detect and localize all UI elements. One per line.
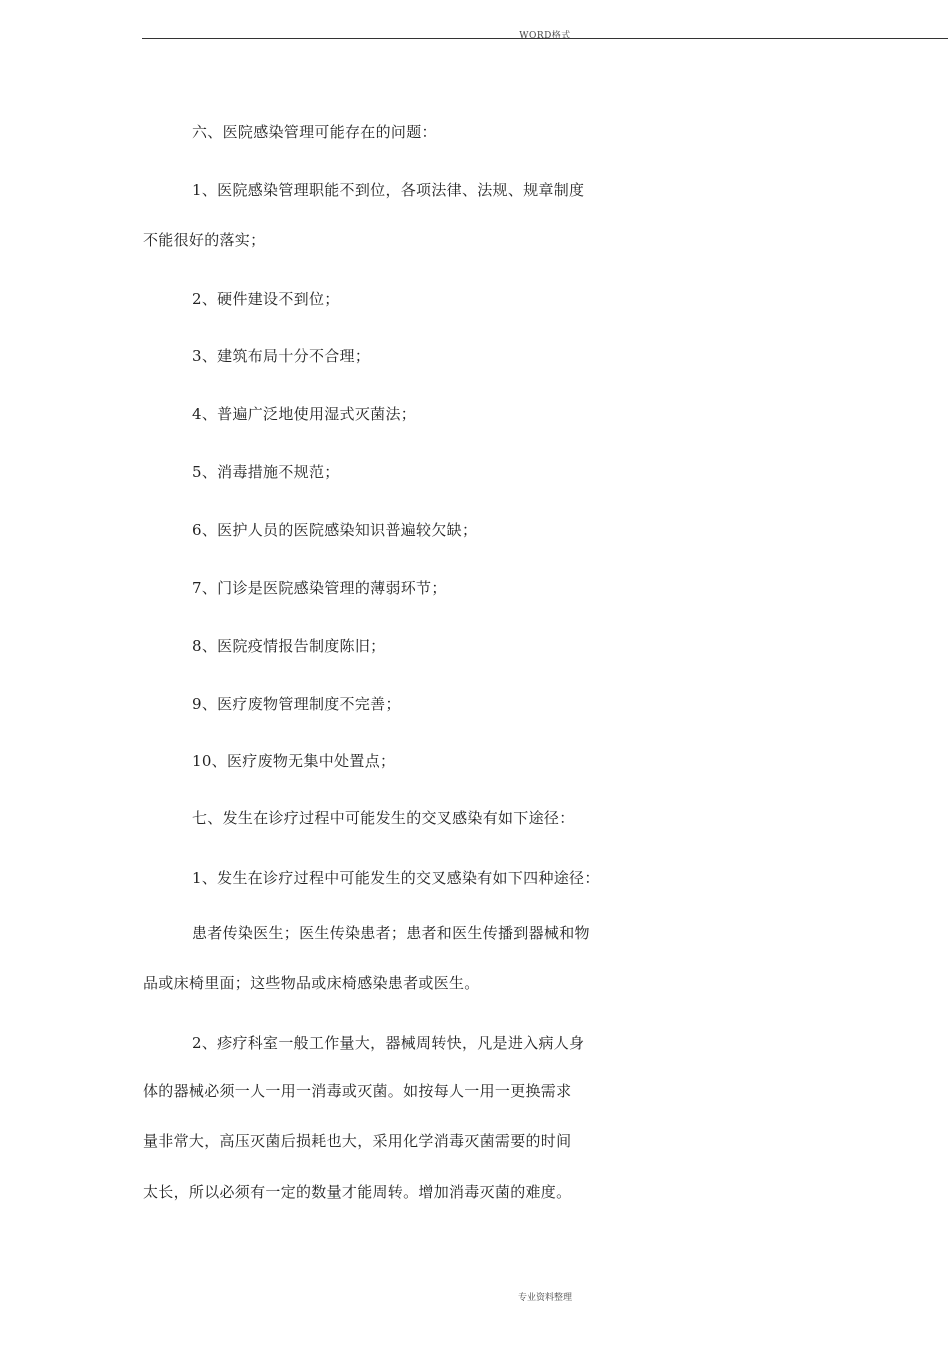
- paragraph-line: 8、医院疫情报告制度陈旧；: [192, 637, 386, 655]
- paragraph-line: 不能很好的落实；: [143, 231, 266, 249]
- paragraph-line: 1、医院感染管理职能不到位，各项法律、法规、规章制度: [192, 181, 585, 199]
- header-rule: [142, 38, 948, 39]
- paragraph-line: 品或床椅里面；这些物品或床椅感染患者或医生。: [143, 974, 480, 992]
- paragraph-line: 量非常大，高压灭菌后损耗也大，采用化学消毒灭菌需要的时间: [143, 1132, 572, 1150]
- paragraph-line: 4、普遍广泛地使用湿式灭菌法；: [192, 405, 417, 423]
- paragraph-line: 5、消毒措施不规范；: [192, 463, 340, 481]
- paragraph-line: 7、门诊是医院感染管理的薄弱环节；: [192, 579, 447, 597]
- paragraph-line: 体的器械必须一人一用一消毒或灭菌。如按每人一用一更换需求: [143, 1082, 572, 1100]
- paragraph-line: 2、硬件建设不到位；: [192, 290, 340, 308]
- page-header: WORD格式: [519, 31, 571, 41]
- paragraph-line: 患者传染医生；医生传染患者；患者和医生传播到器械和物: [192, 924, 590, 942]
- paragraph-line: 6、医护人员的医院感染知识普遍较欠缺；: [192, 521, 478, 539]
- paragraph-line: 9、医疗废物管理制度不完善；: [192, 695, 401, 713]
- paragraph-line: 2、疹疗科室一般工作量大，器械周转快，凡是进入病人身: [192, 1034, 585, 1052]
- paragraph-line: 10、医疗废物无集中处置点；: [192, 752, 396, 770]
- section-seven-heading: 七、发生在诊疗过程中可能发生的交叉感染有如下途径：: [192, 809, 575, 827]
- paragraph-line: 3、建筑布局十分不合理；: [192, 347, 371, 365]
- paragraph-line: 太长，所以必须有一定的数量才能周转。增加消毒灭菌的难度。: [143, 1183, 572, 1201]
- page-footer: 专业资料整理: [517, 1293, 572, 1303]
- paragraph-line: 1、发生在诊疗过程中可能发生的交叉感染有如下四种途径：: [192, 869, 600, 887]
- section-six-heading: 六、医院感染管理可能存在的问题：: [192, 123, 437, 141]
